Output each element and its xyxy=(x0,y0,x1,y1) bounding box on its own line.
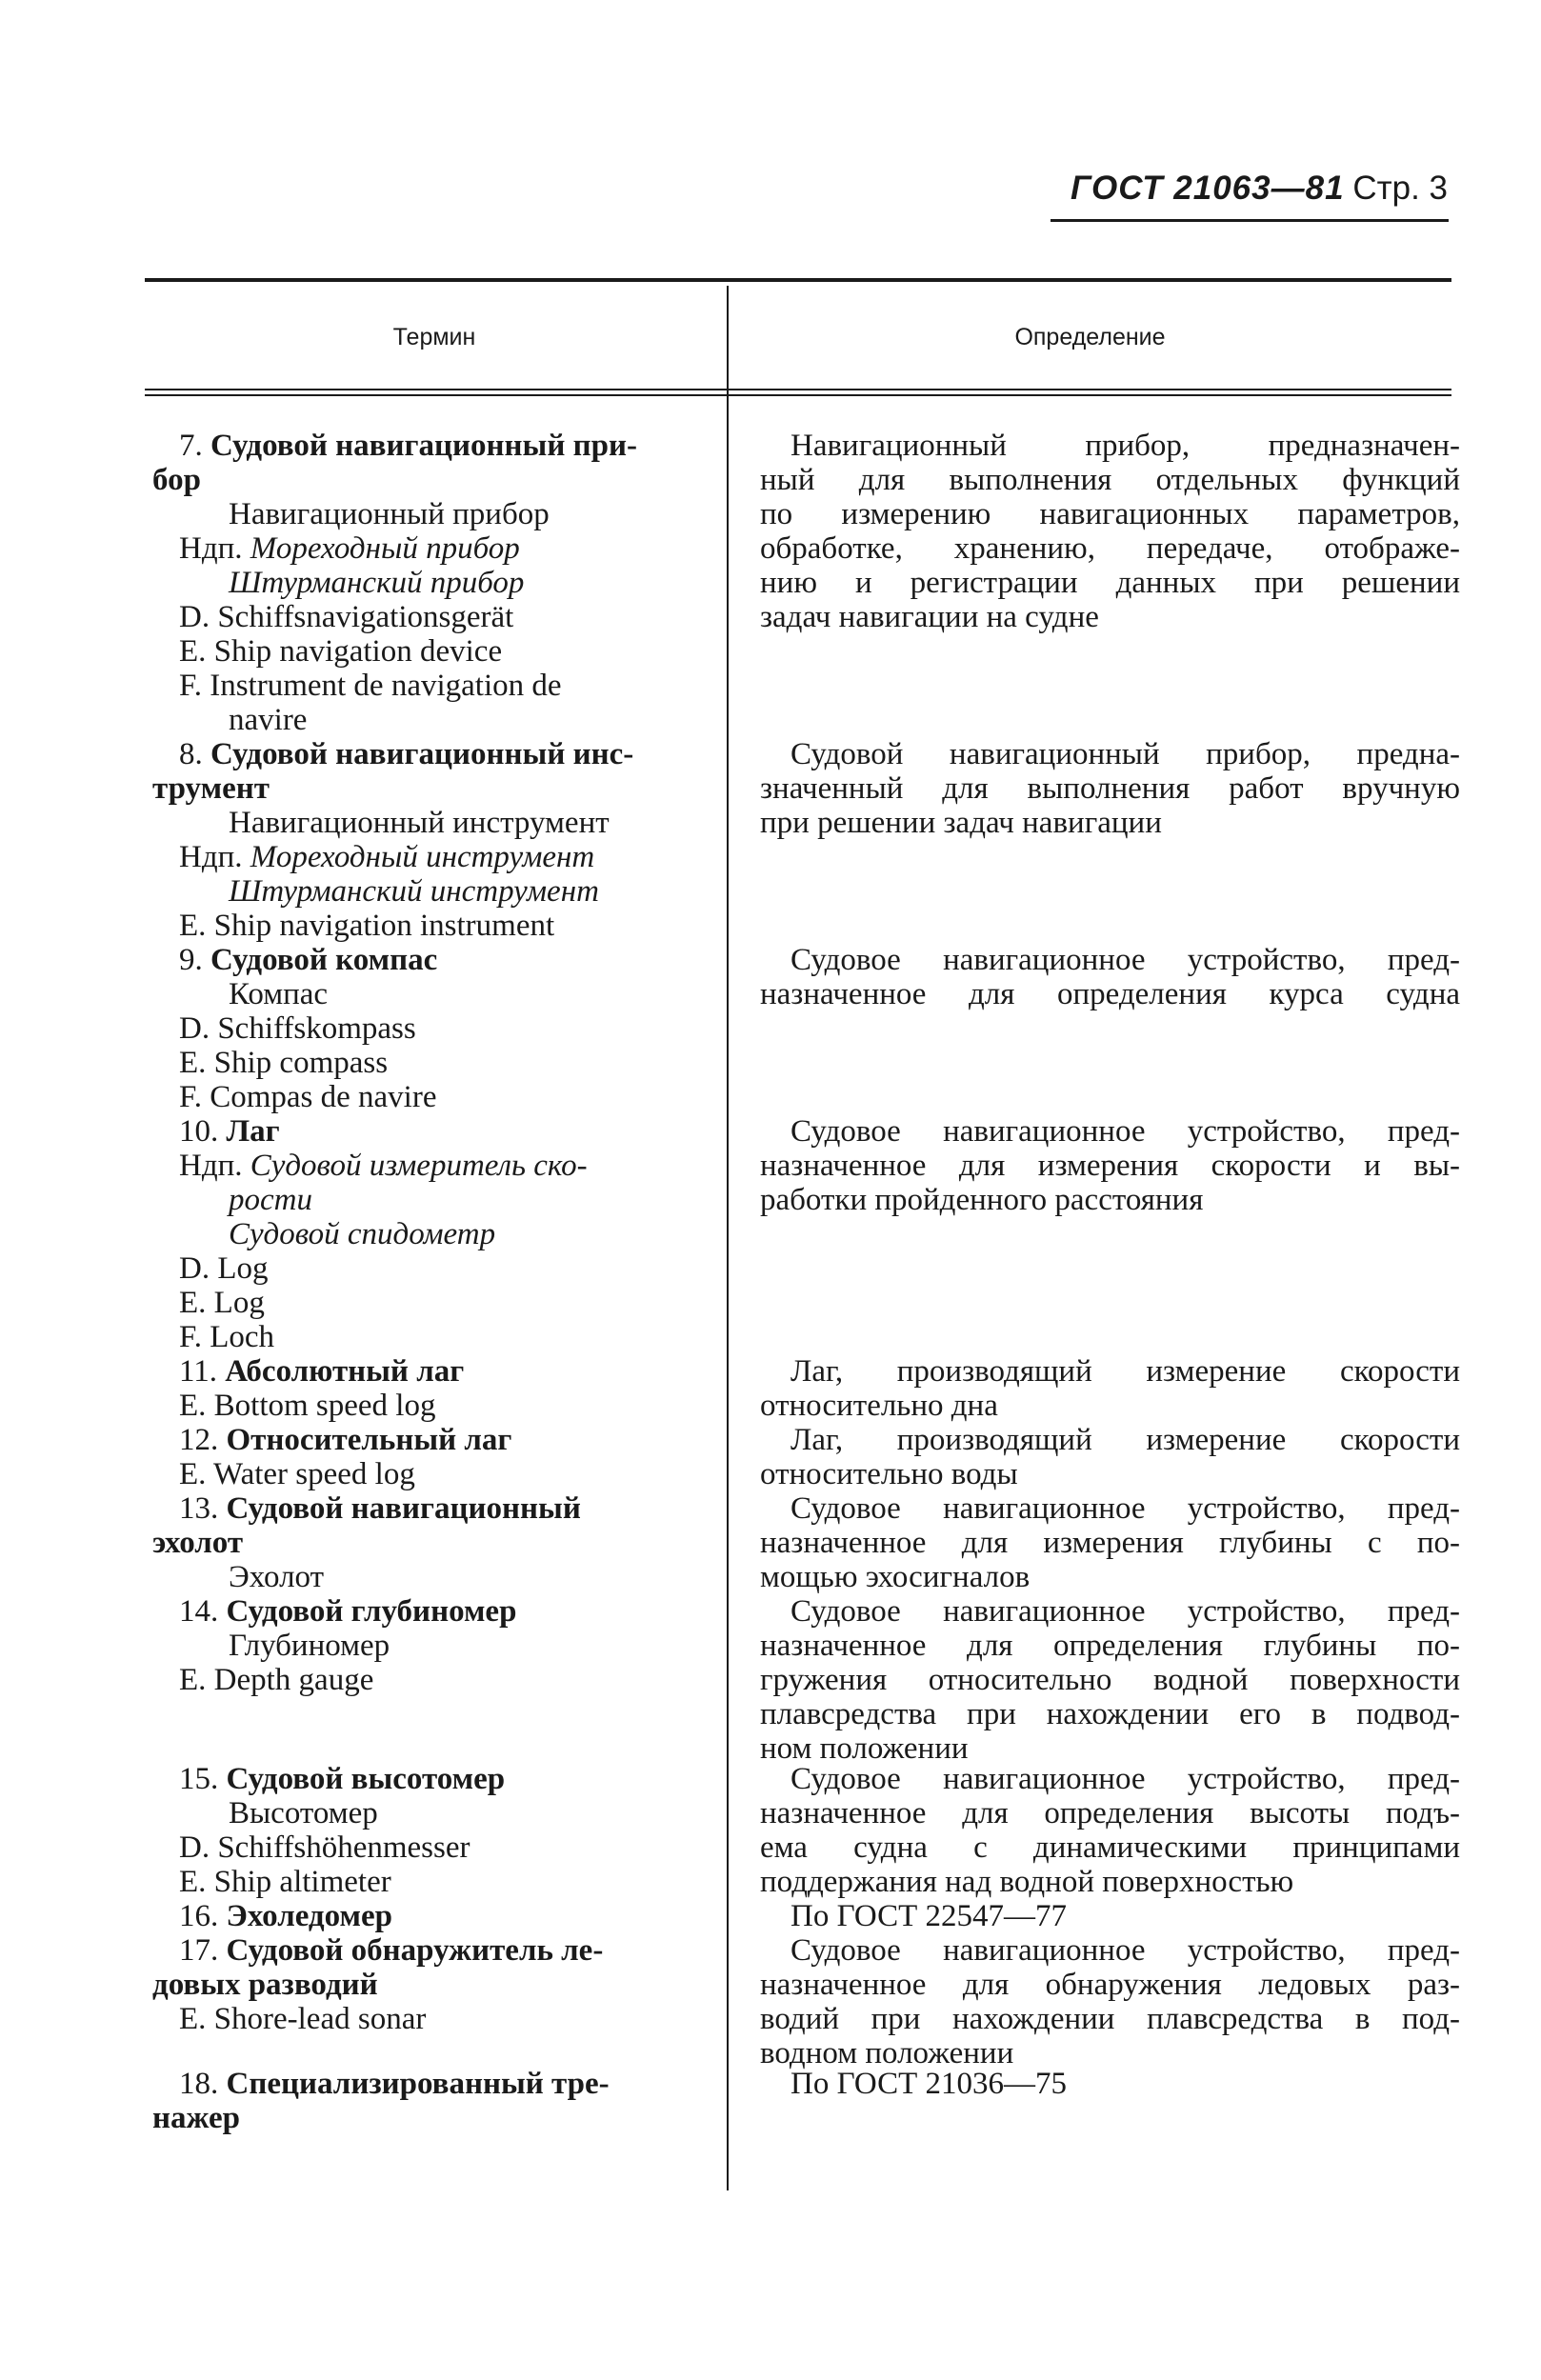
term-line-text: Мореходный инструмент xyxy=(250,840,595,874)
definition-line-text: по измерению навигационных параметров, xyxy=(760,497,1460,531)
term-line-text: E. Log xyxy=(179,1286,265,1320)
term-line xyxy=(179,1457,415,1491)
term-line-text: Относительный лаг xyxy=(226,1423,512,1457)
definition-line-text: Судовое навигационное устройство, пред- xyxy=(791,1594,1460,1629)
term-line xyxy=(179,634,502,669)
definition-line-text: По ГОСТ 22547—77 xyxy=(791,1899,1067,1933)
term-line xyxy=(179,1320,274,1354)
term-line-text: трумент xyxy=(152,771,270,806)
standard-code: ГОСТ 21063—81 xyxy=(1071,170,1345,207)
definition-line-text: ема судна с динамическими принципами xyxy=(760,1830,1460,1865)
term-line xyxy=(179,2067,610,2101)
definition-line xyxy=(791,1899,1067,1933)
term-line-text: 7. xyxy=(179,429,210,463)
definition-line-text: водном положении xyxy=(760,2036,1014,2070)
term-line xyxy=(229,1560,324,1594)
term-line-text: Судовой глубиномер xyxy=(226,1594,517,1629)
table-top-rule xyxy=(145,278,1451,282)
term-line-text: E. Ship navigation instrument xyxy=(179,909,555,943)
term-line-text: Судовой навигационный при- xyxy=(210,429,637,463)
definition-line-text: Судовой навигационный прибор, предна- xyxy=(791,737,1460,771)
definition-line xyxy=(760,1560,1030,1594)
term-line xyxy=(179,1830,470,1865)
page-header xyxy=(1048,170,1448,208)
term-line xyxy=(179,1663,373,1697)
term-line-text: Судовой навигационный инс- xyxy=(210,737,634,771)
term-line-text: Штурманский прибор xyxy=(229,566,525,600)
term-line xyxy=(229,703,307,737)
term-line xyxy=(179,1046,388,1080)
definition-line xyxy=(760,497,1460,531)
term-line xyxy=(229,1629,390,1663)
term-line xyxy=(179,1354,464,1389)
term-line xyxy=(179,909,554,943)
term-line xyxy=(152,1526,243,1560)
term-line-text: D. Schiffsnavigationsgerät xyxy=(179,600,514,634)
column-divider xyxy=(727,286,729,2190)
term-line xyxy=(229,1796,378,1830)
definition-line xyxy=(760,463,1460,497)
term-line-text: рости xyxy=(229,1183,312,1217)
definition-line-text: назначенное для измерения скорости и вы- xyxy=(760,1149,1460,1183)
definition-line-text: ном положении xyxy=(760,1731,969,1766)
term-line-text: Лаг xyxy=(226,1114,280,1149)
term-line-text: D. Schiffskompass xyxy=(179,1011,416,1046)
definition-line-text: значенный для выполнения работ вручную xyxy=(760,771,1460,806)
definition-line-text: Лаг, производящий измерение скорости xyxy=(791,1354,1460,1389)
header-double-rule-bottom xyxy=(145,394,1451,396)
definition-line xyxy=(760,1389,998,1423)
term-line-text: Абсолютный лаг xyxy=(225,1354,465,1389)
definition-line-text: поддержания над водной поверхностью xyxy=(760,1865,1294,1899)
term-line xyxy=(179,943,437,977)
term-line-text: Судовой навигационный xyxy=(226,1491,581,1526)
definition-line-text: нию и регистрации данных при решении xyxy=(760,566,1460,600)
term-line xyxy=(179,600,513,634)
term-line-text: 10. xyxy=(179,1114,227,1149)
term-line-text: E. Shore-lead sonar xyxy=(179,2002,427,2036)
definition-line-text: относительно дна xyxy=(760,1389,998,1423)
term-line xyxy=(229,874,599,909)
definition-line xyxy=(760,600,1099,634)
term-line-text: Судовой измеритель ско- xyxy=(250,1149,588,1183)
term-line xyxy=(152,2101,240,2135)
definition-line xyxy=(760,1526,1460,1560)
definition-line-text: обработке, хранению, передаче, отображе- xyxy=(760,531,1460,566)
definition-line-text: Судовое навигационное устройство, пред- xyxy=(791,1933,1460,1968)
header-rule xyxy=(1051,219,1449,222)
term-line-text: 15. xyxy=(179,1762,227,1796)
term-line-text: E. Ship compass xyxy=(179,1046,389,1080)
definition-line-text: водий при нахождении плавсредства в под- xyxy=(760,2002,1460,2036)
definition-line xyxy=(760,771,1460,806)
definition-line-text: мощью эхосигналов xyxy=(760,1560,1031,1594)
term-line-text: D. Schiffshöhenmesser xyxy=(179,1830,470,1865)
definition-line-text: плавсредства при нахождении его в подвод- xyxy=(760,1697,1460,1731)
term-line-text: navire xyxy=(229,703,308,737)
definition-line-text: назначенное для определения глубины по- xyxy=(760,1629,1460,1663)
term-line-text: 11. xyxy=(179,1354,226,1389)
term-line-text: Ндп. xyxy=(179,531,250,566)
definition-line xyxy=(760,977,1460,1011)
definition-line-text: Судовое навигационное устройство, пред- xyxy=(791,943,1460,977)
definition-line-text: Навигационный прибор, предназначен- xyxy=(791,429,1460,463)
term-line-text: Высотомер xyxy=(229,1796,378,1830)
definition-line-text: назначенное для определения курса судна xyxy=(760,977,1460,1011)
term-line xyxy=(152,1968,378,2002)
header-double-rule-top xyxy=(145,389,1451,390)
term-line-text: Судовой спидометр xyxy=(229,1217,496,1251)
term-line-text: Эхолот xyxy=(229,1560,325,1594)
term-line xyxy=(229,1183,312,1217)
term-line-text: Мореходный прибор xyxy=(250,531,520,566)
term-line-text: 18. xyxy=(179,2067,227,2101)
definition-line xyxy=(791,943,1460,977)
term-line-text: довых разводий xyxy=(152,1968,378,2002)
definition-line-text: работки пройденного расстояния xyxy=(760,1183,1204,1217)
term-line xyxy=(179,1423,511,1457)
definition-line xyxy=(760,2036,1013,2070)
term-line-text: Глубиномер xyxy=(229,1629,390,1663)
term-line xyxy=(179,1762,505,1796)
term-line-text: F. Instrument de navigation de xyxy=(179,669,562,703)
definition-line-text: назначенное для обнаружения ледовых раз- xyxy=(760,1968,1460,2002)
definition-line xyxy=(760,1457,1018,1491)
term-line-text: E. Ship altimeter xyxy=(179,1865,391,1899)
term-line-text: Судовой высотомер xyxy=(226,1762,506,1796)
definition-line xyxy=(760,1968,1460,2002)
definition-line-text: относительно воды xyxy=(760,1457,1018,1491)
definition-line-text: ный для выполнения отдельных функций xyxy=(760,463,1460,497)
definition-line-text: Судовое навигационное устройство, пред- xyxy=(791,1491,1460,1526)
term-line-text: 17. xyxy=(179,1933,227,1968)
term-line xyxy=(179,1286,265,1320)
definition-line xyxy=(760,1697,1460,1731)
term-line xyxy=(179,1933,603,1968)
term-line-text: 12. xyxy=(179,1423,227,1457)
definition-line-text: Судовое навигационное устройство, пред- xyxy=(791,1762,1460,1796)
term-line-text: F. Loch xyxy=(179,1320,275,1354)
definition-line xyxy=(791,1933,1460,1968)
definition-line xyxy=(760,2002,1460,2036)
term-line xyxy=(179,1491,581,1526)
definition-line xyxy=(791,2067,1067,2101)
term-line-text: E. Depth gauge xyxy=(179,1663,374,1697)
definition-line-text: назначенное для определения высоты подъ- xyxy=(760,1796,1460,1830)
term-line-text: 14. xyxy=(179,1594,227,1629)
definition-line-text: Лаг, производящий измерение скорости xyxy=(791,1423,1460,1457)
term-line xyxy=(229,1217,495,1251)
term-line-text: D. Log xyxy=(179,1251,269,1286)
term-line xyxy=(179,840,594,874)
term-line xyxy=(179,1389,435,1423)
term-line xyxy=(179,1594,516,1629)
term-line xyxy=(229,566,524,600)
definition-line xyxy=(791,1114,1460,1149)
term-line-text: F. Compas de navire xyxy=(179,1080,437,1114)
term-line-text: бор xyxy=(152,463,201,497)
definition-line xyxy=(760,566,1460,600)
term-line-text: Эхоледомер xyxy=(226,1899,392,1933)
term-line xyxy=(179,669,562,703)
definition-line xyxy=(760,1629,1460,1663)
term-line xyxy=(179,1149,588,1183)
definition-line xyxy=(791,1491,1460,1526)
page-number: Стр. 3 xyxy=(1352,170,1448,207)
definition-line-text: при решении задач навигации xyxy=(760,806,1162,840)
term-line xyxy=(179,1865,391,1899)
term-line-text: E. Ship navigation device xyxy=(179,634,503,669)
term-line-text: Компас xyxy=(229,977,329,1011)
definition-line xyxy=(760,1830,1460,1865)
term-line-text: Судовой компас xyxy=(210,943,438,977)
definition-line xyxy=(760,1796,1460,1830)
term-line-text: Ндп. xyxy=(179,840,250,874)
term-line-text: эхолот xyxy=(152,1526,244,1560)
definition-line xyxy=(791,737,1460,771)
term-line xyxy=(179,531,520,566)
term-line-text: 16. xyxy=(179,1899,227,1933)
term-line xyxy=(179,1251,269,1286)
definition-line-text: назначенное для измерения глубины с по- xyxy=(760,1526,1460,1560)
definition-line xyxy=(760,1663,1460,1697)
definition-line xyxy=(791,1762,1460,1796)
term-line-text: нажер xyxy=(152,2101,241,2135)
term-line xyxy=(179,737,633,771)
term-line-text: 13. xyxy=(179,1491,227,1526)
term-line xyxy=(179,1080,436,1114)
column-header-definition: Определение xyxy=(1014,324,1166,350)
term-line-text: 8. xyxy=(179,737,210,771)
term-line-text: Штурманский инструмент xyxy=(229,874,599,909)
definition-line-text: Судовое навигационное устройство, пред- xyxy=(791,1114,1460,1149)
term-line-text: E. Water speed log xyxy=(179,1457,415,1491)
term-line xyxy=(229,977,328,1011)
definition-line xyxy=(760,806,1162,840)
definition-line-text: задач навигации на судне xyxy=(760,600,1099,634)
definition-line xyxy=(760,1865,1293,1899)
definition-line xyxy=(791,1423,1460,1457)
definition-line xyxy=(760,1183,1203,1217)
term-line-text: E. Bottom speed log xyxy=(179,1389,436,1423)
column-header-term: Термин xyxy=(392,324,476,350)
term-line-text: Навигационный прибор xyxy=(229,497,550,531)
term-line xyxy=(152,463,201,497)
term-line xyxy=(179,1114,280,1149)
term-line xyxy=(229,806,610,840)
term-line-text: Судовой обнаружитель ле- xyxy=(226,1933,604,1968)
term-line xyxy=(179,1899,392,1933)
definition-line xyxy=(791,1354,1460,1389)
term-line-text: Ндп. xyxy=(179,1149,250,1183)
definition-line-text: По ГОСТ 21036—75 xyxy=(791,2067,1067,2101)
term-line xyxy=(152,771,270,806)
term-line xyxy=(179,2002,426,2036)
definition-line-text: гружения относительно водной поверхности xyxy=(760,1663,1460,1697)
term-line-text: 9. xyxy=(179,943,210,977)
definition-line xyxy=(791,429,1460,463)
definition-line xyxy=(760,531,1460,566)
term-line xyxy=(229,497,550,531)
term-line-text: Навигационный инструмент xyxy=(229,806,610,840)
term-line-text: Специализированный тре- xyxy=(226,2067,610,2101)
term-line xyxy=(179,429,637,463)
definition-line xyxy=(760,1149,1460,1183)
term-line xyxy=(179,1011,416,1046)
definition-line xyxy=(791,1594,1460,1629)
definition-line xyxy=(760,1731,969,1766)
